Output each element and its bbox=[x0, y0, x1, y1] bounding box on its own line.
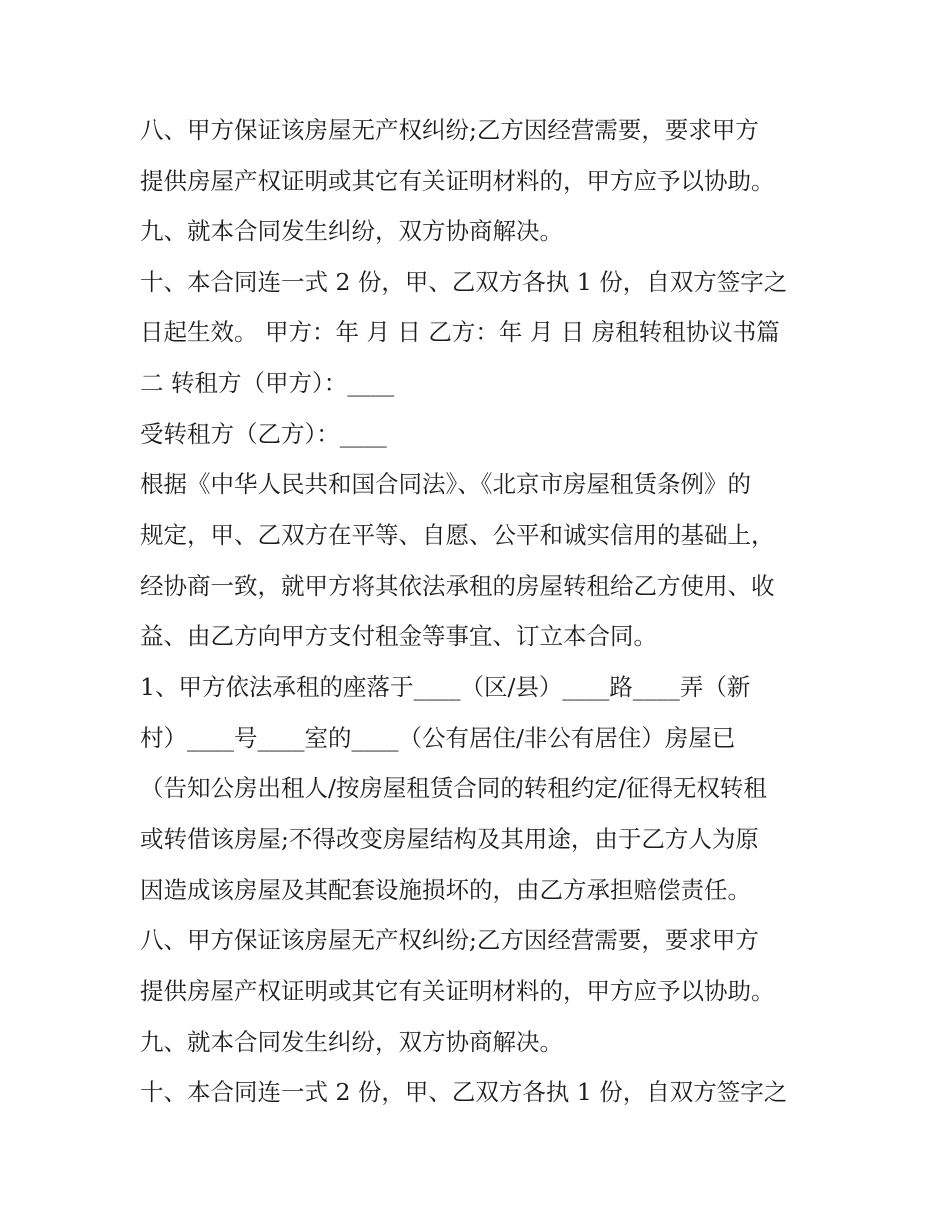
text-line-15: 或转借该房屋;不得改变房屋结构及其用途，由于乙方人为原 bbox=[140, 825, 759, 853]
text-line-10: 经协商一致，就甲方将其依法承租的房屋转租给乙方使用、收 bbox=[140, 572, 775, 600]
text-line-7: 受转租方（乙方）：____ bbox=[140, 420, 387, 448]
text-line-5: 日起生效。 甲方：年 月 日 乙方：年 月 日 房租转租协议书篇 bbox=[140, 318, 780, 346]
text-line-4: 十、本合同连一式 2 份，甲、乙双方各执 1 份，自双方签字之 bbox=[140, 268, 788, 296]
text-line-1: 八、甲方保证该房屋无产权纠纷;乙方因经营需要，要求甲方 bbox=[140, 116, 759, 144]
text-line-18: 提供房屋产权证明或其它有关证明材料的，甲方应予以协助。 bbox=[140, 977, 775, 1005]
text-line-2: 提供房屋产权证明或其它有关证明材料的，甲方应予以协助。 bbox=[140, 167, 775, 195]
text-line-16: 因造成该房屋及其配套设施损坏的，由乙方承担赔偿责任。 bbox=[140, 876, 751, 904]
text-line-8: 根据《中华人民共和国合同法》、《北京市房屋租赁条例》的 bbox=[140, 470, 751, 498]
text-line-12: 1、甲方依法承租的座落于____（区/县）____路____弄（新 bbox=[140, 673, 751, 701]
text-line-9: 规定，甲、乙双方在平等、自愿、公平和诚实信用的基础上， bbox=[140, 521, 775, 549]
text-line-3: 九、就本合同发生纠纷，双方协商解决。 bbox=[140, 217, 563, 245]
text-line-14: （告知公房出租人/按房屋租赁合同的转租约定/征得无权转租 bbox=[140, 774, 767, 802]
text-line-20: 十、本合同连一式 2 份，甲、乙双方各执 1 份，自双方签字之 bbox=[140, 1078, 788, 1106]
text-line-6: 二 转租方（甲方）：____ bbox=[140, 369, 395, 397]
text-line-17: 八、甲方保证该房屋无产权纠纷;乙方因经营需要，要求甲方 bbox=[140, 926, 759, 954]
text-line-19: 九、就本合同发生纠纷，双方协商解决。 bbox=[140, 1028, 563, 1056]
text-line-11: 益、由乙方向甲方支付租金等事宜、订立本合同。 bbox=[140, 622, 657, 650]
text-line-13: 村）____号____室的____（公有居住/非公有居住）房屋已 bbox=[140, 724, 736, 752]
